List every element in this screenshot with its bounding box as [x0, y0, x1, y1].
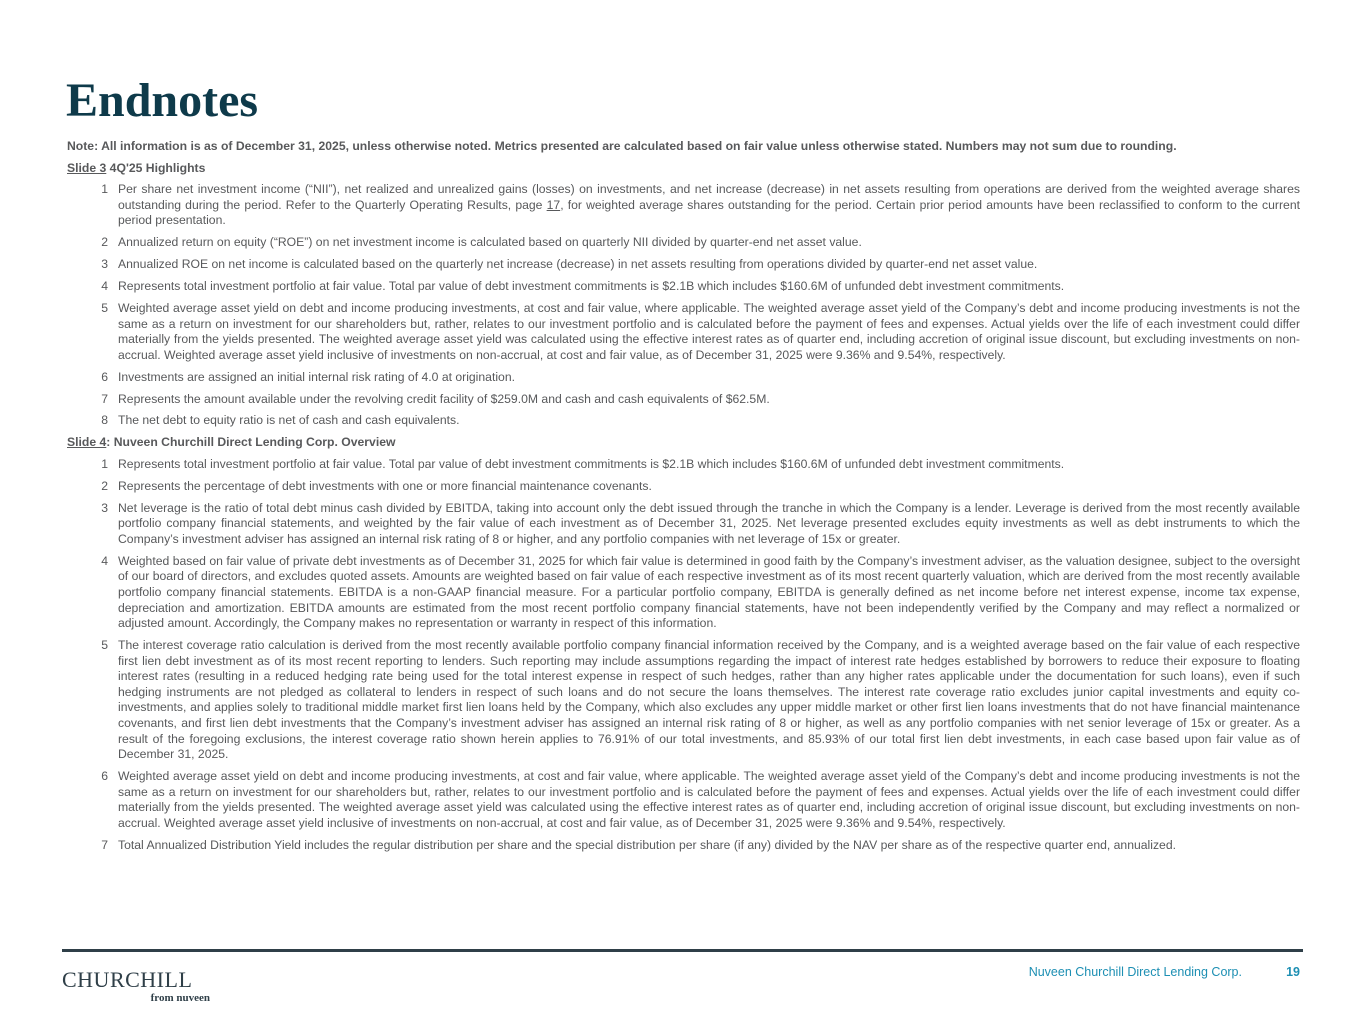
endnote-text: Weighted based on fair value of private debt investments as of December 31, 2025 for which fair value is determined in good faith by the Company’s investment adviser, as the valuation designee, subject to the oversight of our board of directors, and excludes quoted assets. Amounts are weighted based on fair value of each respective investment as of its most recent quarterly valuation, which are derived from the most recently available portfolio company financial statements. EBITDA is a non-GAAP financial measure. For a particular portfolio company, EBITDA is generally defined as net income before net interest expense, income tax expense, depreciation and amortization. EBITDA amounts are estimated from the most recent portfolio company financial statements, have not been independently verified by the Company and may reflect a normalized or adjusted amount. Accordingly, the Company makes no representation or warranty in respect of this information.: [118, 553, 1300, 631]
page-17-link[interactable]: 17: [546, 197, 561, 212]
endnote-text: [108, 182, 1300, 229]
endnote-number: 7: [101, 391, 108, 406]
endnote-list-slide-4: [67, 457, 1300, 853]
endnote-number: 7: [101, 837, 108, 852]
endnote-text: Represents the amount available under the revolving credit facility of $259.0M and cash and cash equivalents of $62.5M.: [118, 391, 770, 406]
logo-subtitle: from nuveen: [150, 992, 210, 1004]
endnote-item: [67, 501, 1300, 548]
logo-wordmark: CHURCHILL: [62, 967, 193, 992]
page-number: 19: [1286, 965, 1300, 979]
endnote-item: [67, 392, 1300, 408]
endnote-item: [67, 279, 1300, 295]
endnote-item: [67, 413, 1300, 429]
endnote-item: [67, 301, 1300, 363]
endnote-text: Annualized return on equity (“ROE”) on net investment income is calculated based on quarterly NII divided by quarter-end net asset value.: [118, 235, 862, 250]
endnote-number: 2: [101, 235, 108, 250]
endnote-text: Represents total investment portfolio at fair value. Total par value of debt investment commitments is $2.1B which includes $160.6M of unfunded debt investment commitments.: [118, 456, 1065, 471]
endnote-number: 6: [101, 769, 108, 784]
page-title: Endnotes: [66, 74, 259, 127]
endnote-text-part: , for weighted average shares outstanding for the period. Certain prior period amounts have been reclassified to conform to the current period presentation.: [118, 197, 1300, 228]
endnote-item: [67, 838, 1300, 854]
endnote-number: 4: [101, 553, 108, 568]
endnote-number: 5: [101, 638, 108, 652]
endnote-number: 3: [101, 257, 108, 272]
footer-company-name: Nuveen Churchill Direct Lending Corp.: [1028, 965, 1242, 979]
endnote-item: [67, 457, 1300, 473]
endnote-number: 5: [101, 300, 108, 315]
churchill-logo: [62, 968, 212, 1008]
endnotes-content: [67, 139, 1300, 860]
section-heading-slide-4: [67, 435, 1300, 451]
endnote-text-part: Per share net investment income (“NII”), net realized and unrealized gains (losses) on investments, and net increase (decrease) in net assets resulting from operations are derived from the weighted average shares outstanding during the period. Refer to the Quarterly Operating Results, page: [118, 182, 1300, 212]
endnote-item: [67, 370, 1300, 386]
endnote-item: [67, 769, 1300, 831]
endnote-text: Investments are assigned an initial internal risk rating of 4.0 at origination.: [118, 369, 515, 384]
endnote-list-slide-3: [67, 182, 1300, 429]
endnote-text: Represents the percentage of debt investments with one or more financial maintenance covenants.: [118, 478, 652, 493]
endnote-item: [67, 257, 1300, 273]
endnote-text: Weighted average asset yield on debt and income producing investments, at cost and fair value, where applicable. The weighted average asset yield of the Company’s debt and income producing investments is not the same as a return on investment for our shareholders but, rather, relates to our investment portfolio and is calculated before the payment of fees and expenses. Actual yields over the life of each investment could differ materially from the yields presented. The weighted average asset yield was calculated using the effective interest rates as of quarter end, including accretion of original issue discount, but excluding investments on non-accrual. Weighted average asset yield inclusive of investments on non-accrual, at cost and fair value, as of December 31, 2025 were 9.36% and 9.54%, respectively.: [118, 300, 1300, 362]
endnote-number: 2: [101, 478, 108, 493]
endnote-number: 3: [101, 500, 108, 515]
endnote-text: Total Annualized Distribution Yield includes the regular distribution per share and the special distribution per share (if any) divided by the NAV per share as of the respective quarter end, annualized.: [118, 837, 1176, 852]
endnote-number: 1: [101, 456, 108, 471]
endnote-text: Weighted average asset yield on debt and income producing investments, at cost and fair value, where applicable. The weighted average asset yield of the Company’s debt and income producing investments is not the same as a return on investment for our shareholders but, rather, relates to our investment portfolio and is calculated before the payment of fees and expenses. Actual yields over the life of each investment could differ materially from the yields presented. The weighted average asset yield was calculated using the effective interest rates as of quarter end, including accretion of original issue discount, but excluding investments on non-accrual. Weighted average asset yield inclusive of investments on non-accrual, at cost and fair value, as of December 31, 2025 were 9.36% and 9.54%, respectively.: [118, 769, 1300, 830]
endnote-item: [67, 638, 1300, 763]
slide-4-link[interactable]: Slide 4: [67, 435, 107, 450]
endnote-text: Annualized ROE on net income is calculated based on the quarterly net increase (decrease) in net assets resulting from operations divided by quarter-end net asset value.: [118, 257, 1038, 272]
endnote-text: Net leverage is the ratio of total debt minus cash divided by EBITDA, taking into account only the debt issued through the tranche in which the Company is a lender. Leverage is derived from the most recently available portfolio company financial statements, and weighted by the fair value of each investment as of December 31, 2025. Net leverage presented excludes equity investments as well as debt instruments to which the Company’s investment adviser has assigned an internal risk rating of 8 or higher, and any portfolio companies with net leverage of 15x or greater.: [118, 500, 1300, 546]
section-heading-text: 4Q'25 Highlights: [106, 160, 206, 175]
section-heading-text: : Nuveen Churchill Direct Lending Corp. Overview: [106, 435, 396, 450]
endnote-number: 6: [101, 369, 108, 384]
endnote-number: 1: [101, 182, 108, 197]
endnote-item: [67, 554, 1300, 632]
endnote-number: 8: [101, 413, 108, 428]
endnote-text: The net debt to equity ratio is net of cash and cash equivalents.: [118, 413, 460, 428]
slide-3-link[interactable]: Slide 3: [67, 160, 107, 175]
endnote-item: [67, 479, 1300, 495]
endnote-item: [67, 235, 1300, 251]
footer-divider: [62, 949, 1303, 952]
endnote-number: 4: [101, 279, 108, 294]
endnote-text: The interest coverage ratio calculation is derived from the most recently available portfolio company financial information received by the Company, and is a weighted average based on the fair value of each respective first lien debt investment as of its most recent reporting to lenders. Such reporting may include assumptions regarding the impact of interest rate hedges established by borrowers to reduce their exposure to floating interest rates (resulting in a reduced hedging rate being used for the total interest expense in respect of such hedges, rather than any higher rates applicable under the documentation for such loans), even if such hedging instruments are not pledged as collateral to lenders in respect of such loans and do not secure the loans themselves. The interest rate coverage ratio excludes junior capital investments and equity co-investments, and applies solely to traditional middle market first lien loans held by the Company, which also excludes any upper middle market or other first lien loans investments that do not have financial maintenance covenants, and first lien debt investments that the Company’s investment adviser has assigned an internal risk rating of 8 or higher, as well as any portfolio companies with net senior leverage of 15x or greater. As a result of the foregoing exclusions, the interest coverage ratio shown herein applies to 76.91% of our total investments, and 85.93% of our total first lien debt investments, in each case based upon fair value as of December 31, 2025.: [118, 638, 1300, 762]
endnote-item: [67, 182, 1300, 229]
endnote-text: Represents total investment portfolio at fair value. Total par value of debt investment commitments is $2.1B which includes $160.6M of unfunded debt investment commitments.: [118, 279, 1065, 294]
section-heading-slide-3: [67, 161, 1300, 177]
note-text: Note: All information is as of December 31, 2025, unless otherwise noted. Metrics presented are calculated based on fair value unless otherwise stated. Numbers may not sum due to rounding.: [67, 139, 1177, 153]
